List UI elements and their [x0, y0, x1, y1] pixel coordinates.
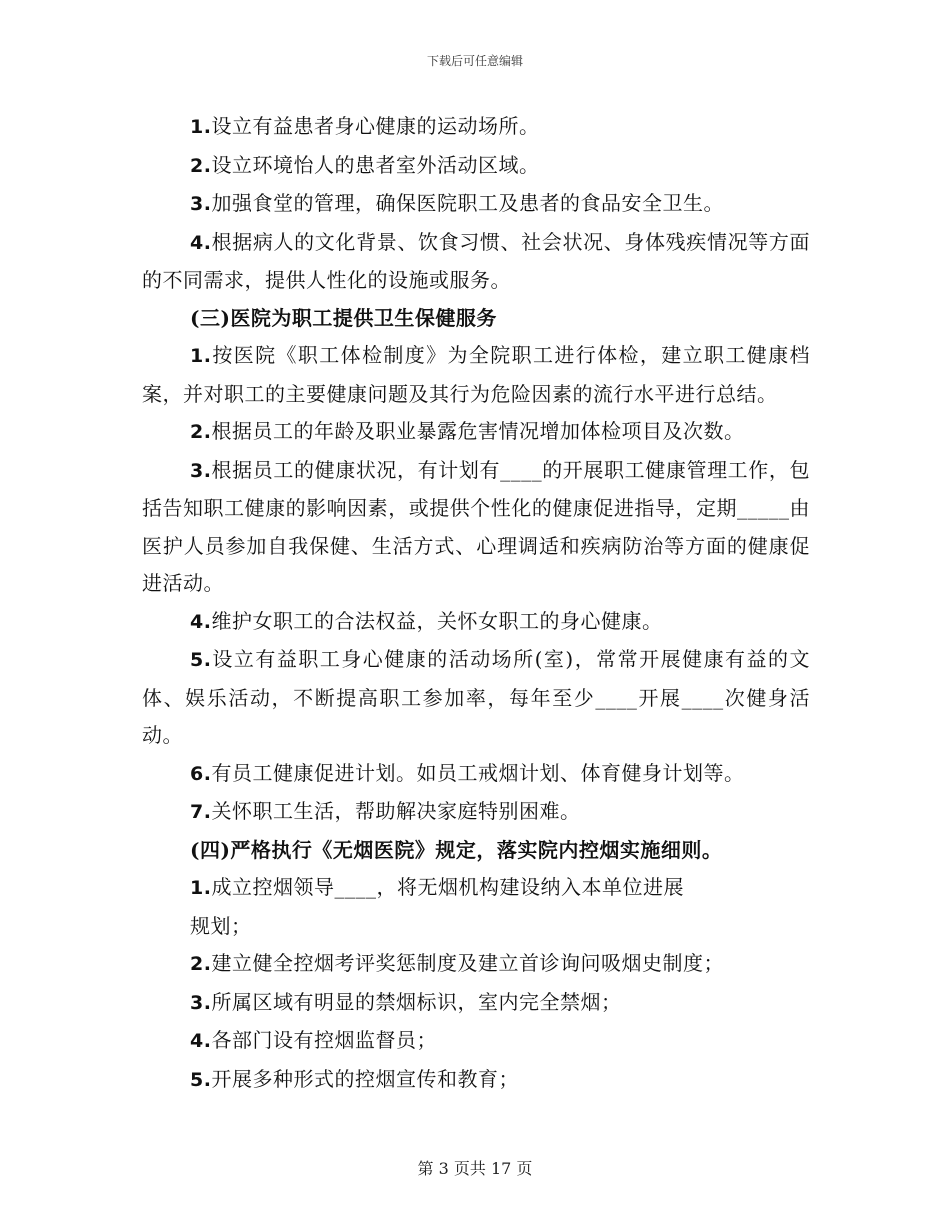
list-item: [142, 603, 810, 642]
item-number: 1.: [190, 345, 212, 367]
item-text: 按医院《职工体检制度》为全院职工进行体检，建立职工健康档案，并对职工的主要健康问题及其行为危险因素的流行水平进行总结。: [142, 343, 810, 406]
list-item: [190, 1061, 810, 1100]
item-text: 根据员工的年龄及职业暴露危害情况增加体检项目及次数。: [211, 419, 745, 443]
list-item: [142, 793, 810, 832]
item-number: 1.: [190, 877, 212, 899]
item-number: 7.: [190, 801, 212, 823]
list-item: [142, 337, 810, 413]
item-text: 关怀职工生活，帮助解决家庭特别困难。: [211, 799, 581, 823]
list-item: [142, 185, 810, 224]
list-item: [142, 641, 810, 755]
item-text: 建立健全控烟考评奖惩制度及建立首诊询问吸烟史制度；: [211, 951, 724, 975]
item-text: 设立环境怡人的患者室外活动区域。: [211, 152, 540, 177]
item-number: 5.: [190, 1068, 212, 1091]
list-item: [190, 945, 810, 984]
section-heading-4: (四)严格执行《无烟医院》规定，落实院内控烟实施细则。: [190, 837, 723, 862]
item-number: 6.: [190, 762, 212, 785]
list-item: [142, 147, 810, 186]
section-heading-3: (三)医院为职工提供卫生保健服务: [190, 305, 497, 330]
item-number: 3.: [190, 459, 212, 482]
list-item: [190, 869, 810, 908]
item-number: 5.: [190, 649, 212, 671]
item-text: 所属区域有明显的禁烟标识，室内完全禁烟；: [211, 989, 622, 1014]
item-text: 开展多种形式的控烟宣传和教育；: [211, 1066, 519, 1091]
page-number: 第 3 页共 17 页: [417, 1159, 533, 1178]
list-item: [142, 413, 810, 452]
item-text: 成立控烟领导____，将无烟机构建设纳入本单位进展: [211, 875, 684, 899]
control-smoking-list: [142, 869, 810, 1099]
page-header-note: 下载后可任意编辑: [426, 54, 523, 68]
list-item: [190, 984, 810, 1023]
item-text: 加强食堂的管理，确保医院职工及患者的食品安全卫生。: [211, 191, 724, 215]
document-body: [142, 108, 810, 1099]
item-text: 设立有益患者身心健康的运动场所。: [211, 114, 540, 138]
item-number: 4.: [190, 231, 212, 254]
item-text: 维护女职工的合法权益，关怀女职工的身心健康。: [211, 608, 663, 633]
item-text: 设立有益职工身心健康的活动场所(室)，常常开展健康有益的文体、娱乐活动，不断提高职工参加率，每年至少____开展____次健身活动。: [142, 647, 810, 747]
list-item: [142, 755, 810, 794]
item-number: 1.: [190, 116, 212, 138]
list-item: [142, 108, 810, 147]
list-item: [142, 224, 810, 300]
list-item-continuation: 规划；: [190, 913, 252, 938]
item-number: 2.: [190, 154, 212, 177]
list-item: [142, 452, 810, 603]
item-text: 各部门设有控烟监督员；: [211, 1028, 437, 1052]
item-text: 根据员工的健康状况，有计划有____的开展职工健康管理工作，包括告知职工健康的影响因素，或提供个性化的健康促进指导，定期_____由医护人员参加自我保健、生活方式、心理调适和疾病防治等方面的健康促进活动。: [142, 457, 810, 595]
list-item: [190, 1022, 810, 1061]
item-text: 有员工健康促进计划。如员工戒烟计划、体育健身计划等。: [211, 760, 745, 785]
item-text: 根据病人的文化背景、饮食习惯、社会状况、身体残疾情况等方面的不同需求，提供人性化的设施或服务。: [142, 229, 810, 292]
item-number: 2.: [190, 421, 212, 443]
item-number: 4.: [190, 1030, 212, 1052]
item-number: 2.: [190, 953, 212, 975]
item-number: 3.: [190, 991, 212, 1014]
item-number: 3.: [190, 193, 212, 215]
item-number: 4.: [190, 610, 212, 633]
